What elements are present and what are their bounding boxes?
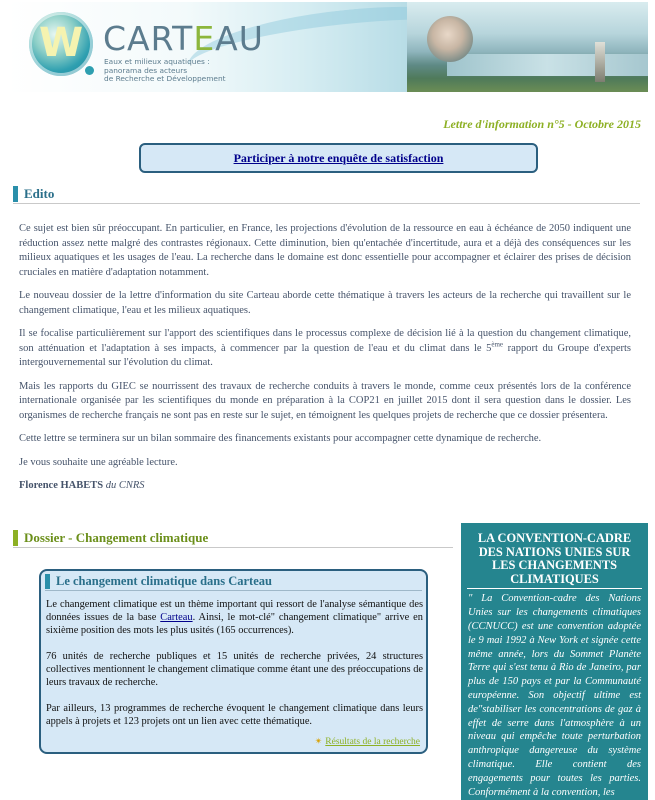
banner-photo: [407, 2, 648, 92]
sidebar-title: LA CONVENTION-CADRE DES NATIONS UNIES SUR LES CHANGEMENTS CLIMATIQUES: [467, 532, 642, 589]
edito-paragraph: Cette lettre se terminera sur un bilan sommaire des financements existants pour accompagner cette dynamique de recherche.: [19, 433, 542, 444]
banner-photo-pole: [595, 42, 605, 82]
heading-bar: [13, 530, 18, 546]
edito-text-span: Il se focalise particulièrement sur l'apport des scientifiques dans le processus complexe de décision lié à la question du changement climatique, son atténuation et l'adaptation à ses impacts, à commencer par la question de l'eau et du climat dans le 5: [19, 328, 631, 354]
dossier-text-span: Le changement climatique est un thème important qui ressort de l'analyse sémantique des données issues de la base: [46, 599, 423, 623]
results-link-row: [315, 736, 420, 747]
edito-paragraph: Je vous souhaite une agréable lecture.: [19, 456, 178, 468]
dossier-box-title-label: Le changement climatique dans Carteau: [56, 574, 272, 588]
dossier-box-title: [45, 573, 422, 591]
superscript: ème: [491, 340, 504, 348]
author-affiliation: du CNRS: [105, 480, 145, 491]
logo-text-accent: E: [193, 19, 216, 58]
logo-wordmark[interactable]: [103, 19, 264, 58]
issue-label: Lettre d'information n°5 - Octobre 2015: [443, 117, 641, 131]
unfccc-sidebar: [461, 523, 648, 800]
edito-paragraph: Ce sujet est bien sûr préoccupant. En particulier, en France, les projections d'évolution de la ressource en eau à échéance de 2050 indiquent une réduction assez nette malgré des contrastes régionaux. Cette diminution, bien qu'entachée d'incertitude, aura et a déjà des conséquences sur les milieux aquatiques et les usages de l'eau. La recherche dans le domaine est donc essentielle pour accompagner et éclairer des prises de décision cruciales en matière d'adaptation notamment.: [19, 223, 631, 278]
dossier-text-span: . Ainsi, le mot-clé" changement climatique" arrive en sixième position des mots les plus usités (165 occurrences).: [46, 612, 423, 636]
dossier-paragraph: [46, 598, 423, 637]
heading-bar: [13, 186, 18, 202]
dossier-paragraph: 76 unités de recherche publiques et 15 unités de recherche privées, 24 structures collectives mentionnent le changement climatique comme étant une des préoccupations de leurs travaux de recherche.: [46, 651, 423, 688]
edito-text-span: rapport du Groupe d'experts intergouvernemental sur l'évolution du climat.: [19, 342, 631, 368]
logo-text-part: AU: [215, 19, 264, 58]
edito-heading: [13, 186, 640, 204]
edito-signature: [19, 479, 631, 494]
logo-text-part: CART: [103, 19, 194, 58]
sidebar-body: " La Convention-cadre des Nations Unies sur les changements climatiques (CCNUCC) est une convention adoptée le 9 mai 1992 à New York et signée cette même année, lors du Sommet Planète Terre qui s'est tenu à Rio de Janeiro, par plus de 150 pays et par la Communauté européenne. Son objectif ultime est de"stabiliser les concentrations de gaz à effet de serre dans l'atmosphère à un niveau qui empêche toute perturbation anthropique dangereuse du système climatique. Elle contient des engagements pour toutes les parties. Conformément à la convention, les: [468, 593, 641, 798]
banner-photo-person: [427, 16, 473, 62]
edito-text: [19, 222, 631, 503]
edito-paragraph: Mais les rapports du GIEC se nourrissent des travaux de recherche conduits à travers le monde, comme ceux présentés lors de la conférence internationale organisée par les scientifiques du monde en préparation à la COP21 en juillet 2015 dont il sera question dans le dossier. Les organismes de recherche français ne sont pas en reste sur le sujet, en témoignent les quelques projets de recherche que ce dossier présentera.: [19, 380, 631, 421]
tagline-line: panorama des acteurs: [104, 65, 188, 75]
dossier-box: [39, 569, 428, 754]
logo-dot-icon: [85, 66, 94, 75]
edito-paragraph: [19, 327, 631, 371]
header-banner: [7, 2, 648, 92]
results-link[interactable]: Résultats de la recherche: [325, 737, 420, 747]
author-name: Florence HABETS: [19, 480, 104, 491]
star-icon: ✴: [314, 736, 323, 746]
edito-paragraph: Le nouveau dossier de la lettre d'information du site Carteau aborde cette thématique à travers les acteurs de la recherche qui travaillent sur le changement climatique, l'eau et les milieux aquatiques.: [19, 290, 631, 316]
heading-bar: [45, 574, 50, 589]
banner-photo-water: [447, 54, 648, 76]
carteau-link[interactable]: Carteau: [160, 612, 193, 623]
logo-tagline: [104, 58, 264, 84]
dossier-box-body: [46, 598, 423, 741]
tagline-line: Eaux et milieux aquatiques :: [104, 57, 210, 66]
survey-box: [139, 143, 538, 173]
tagline-line: de Recherche et Développement: [104, 74, 226, 84]
dossier-heading: [13, 530, 453, 548]
survey-link[interactable]: Participer à notre enquête de satisfaction: [233, 151, 444, 165]
dossier-heading-label: Dossier - Changement climatique: [24, 530, 209, 545]
dossier-paragraph: Par ailleurs, 13 programmes de recherche évoquent le changement climatique dans leurs appels à projets et 123 projets ont un lien avec cette thématique.: [46, 703, 423, 727]
edito-heading-label: Edito: [24, 186, 55, 201]
carteau-logo-icon[interactable]: W: [29, 12, 93, 76]
